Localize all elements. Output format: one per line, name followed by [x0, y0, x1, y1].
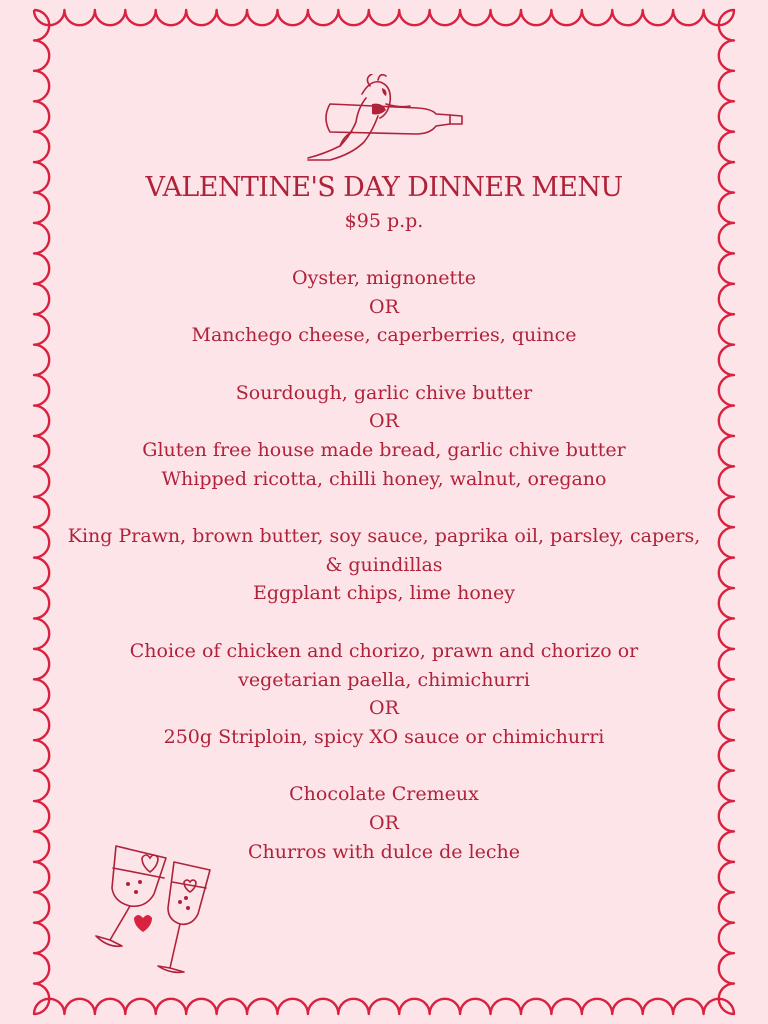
heart-icon — [134, 915, 152, 932]
menu-item: Sourdough, garlic chive butter — [235, 381, 533, 404]
menu-course — [60, 522, 708, 608]
menu-price: $95 p.p. — [344, 210, 424, 232]
menu-item: Gluten free house made bread, garlic chive butter — [142, 438, 626, 461]
menu-item: Manchego cheese, caperberries, quince — [191, 324, 577, 347]
woman-with-wine-bottle-icon — [300, 74, 466, 166]
or-divider: OR — [369, 410, 399, 433]
menu — [60, 168, 708, 895]
or-divider: OR — [369, 811, 399, 834]
menu-course — [60, 637, 708, 751]
menu-item: & guindillas — [325, 553, 443, 576]
or-divider: OR — [369, 697, 399, 720]
menu-course — [60, 264, 708, 350]
menu-item: Oyster, mignonette — [292, 267, 476, 289]
menu-course — [60, 780, 708, 866]
menu-item: Chocolate Cremeux — [289, 783, 479, 806]
or-divider: OR — [369, 295, 399, 318]
menu-item: Choice of chicken and chorizo, prawn and chorizo or — [129, 639, 639, 662]
menu-item: King Prawn, brown butter, soy sauce, paprika oil, parsley, capers, — [67, 525, 701, 548]
menu-item: Churros with dulce de leche — [248, 840, 520, 863]
menu-item: Whipped ricotta, chilli honey, walnut, oregano — [161, 467, 607, 490]
menu-item: 250g Striploin, spicy XO sauce or chimichurri — [163, 725, 605, 748]
menu-course — [60, 379, 708, 493]
menu-item: Eggplant chips, lime honey — [253, 582, 515, 605]
menu-title: VALENTINE'S DAY DINNER MENU — [145, 172, 623, 203]
menu-item: vegetarian paella, chimichurri — [238, 668, 530, 691]
course-list — [60, 264, 708, 866]
